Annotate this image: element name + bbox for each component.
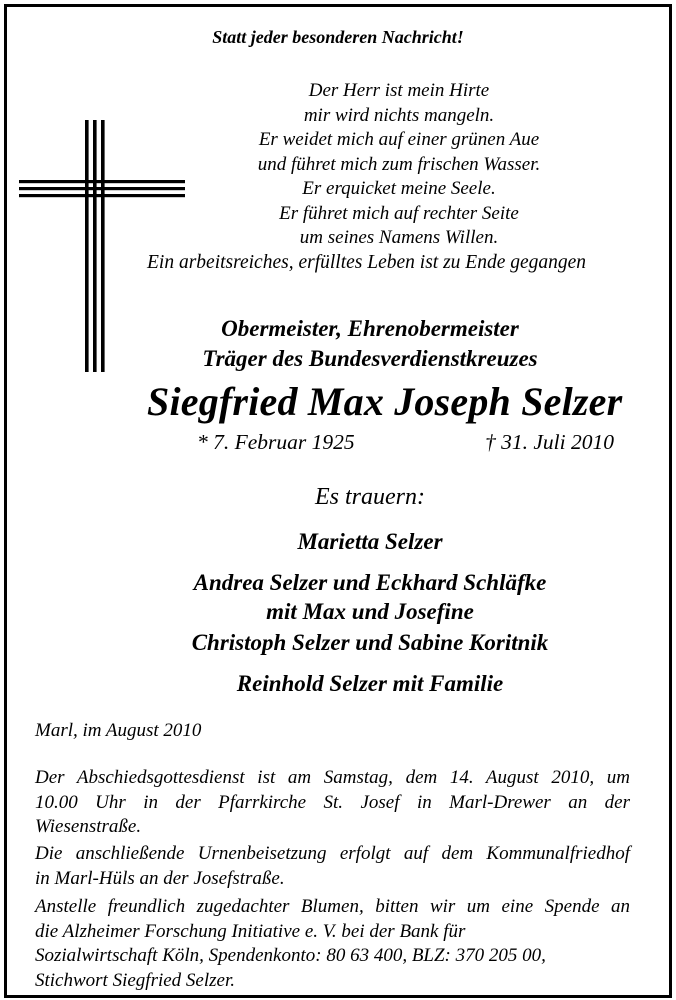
donation-line: Anstelle freundlich zugedachter Blumen, bitten wir um eine Spende an (35, 896, 630, 917)
psalm-line: Er weidet mich auf einer grünen Aue (258, 129, 540, 150)
mourner-line: Christoph Selzer und Sabine Koritnik (191, 630, 549, 655)
mourner-line: mit Max und Josefine (266, 599, 474, 624)
mourning-heading: Es trauern: (315, 484, 425, 510)
psalm-line: um seines Namens Willen. (299, 227, 499, 248)
psalm-line: Er führet mich auf rechter Seite (279, 202, 519, 224)
title-line: Obermeister, Ehrenobermeister (221, 316, 519, 341)
psalm-line: Der Herr ist mein Hirte (308, 80, 490, 101)
urn-line: in Marl-Hüls an der Josefstraße. (35, 867, 285, 889)
intro-line: Ein arbeitsreiches, erfülltes Leben ist zu Ende gegangen (147, 252, 587, 273)
header-line: Statt jeder besonderen Nachricht! (212, 27, 464, 47)
place-date: Marl, im August 2010 (35, 720, 202, 741)
deceased-name: Siegfried Max Joseph Selzer (147, 379, 623, 424)
donation-line: Stichwort Siegfried Selzer. (35, 969, 236, 991)
obituary-frame (4, 4, 672, 998)
birth-date: * 7. Februar 1925 (197, 430, 355, 454)
mourner-line: Reinhold Selzer mit Familie (236, 671, 504, 696)
mourner-line: Marietta Selzer (297, 529, 443, 554)
service-line: Der Abschiedsgottesdienst ist am Samstag, dem 14. August 2010, um (35, 767, 630, 788)
service-line: 10.00 Uhr in der Pfarrkirche St. Josef in Marl-Drewer an der (35, 791, 630, 813)
service-line: Wiesenstraße. (35, 816, 142, 837)
psalm-line: und führet mich zum frischen Wasser. (257, 153, 541, 175)
urn-line: Die anschließende Urnenbeisetzung erfolgt auf dem Kommunalfriedhof (35, 843, 630, 864)
donation-paragraph (35, 895, 630, 993)
death-date: † 31. Juli 2010 (485, 430, 614, 454)
donation-line: die Alzheimer Forschung Initiative e. V. bei der Bank für (35, 920, 466, 942)
psalm-line: mir wird nichts mangeln. (303, 104, 495, 126)
urn-paragraph (35, 842, 630, 891)
donation-line: Sozialwirtschaft Köln, Spendenkonto: 80 63 400, BLZ: 370 205 00, (35, 945, 546, 966)
service-paragraph (35, 766, 630, 840)
psalm-block (189, 79, 609, 251)
psalm-line: Er erquicket meine Seele. (302, 178, 496, 199)
mourner-line: Andrea Selzer und Eckhard Schläfke (193, 570, 547, 595)
title-line: Träger des Bundesverdienstkreuzes (202, 346, 538, 371)
